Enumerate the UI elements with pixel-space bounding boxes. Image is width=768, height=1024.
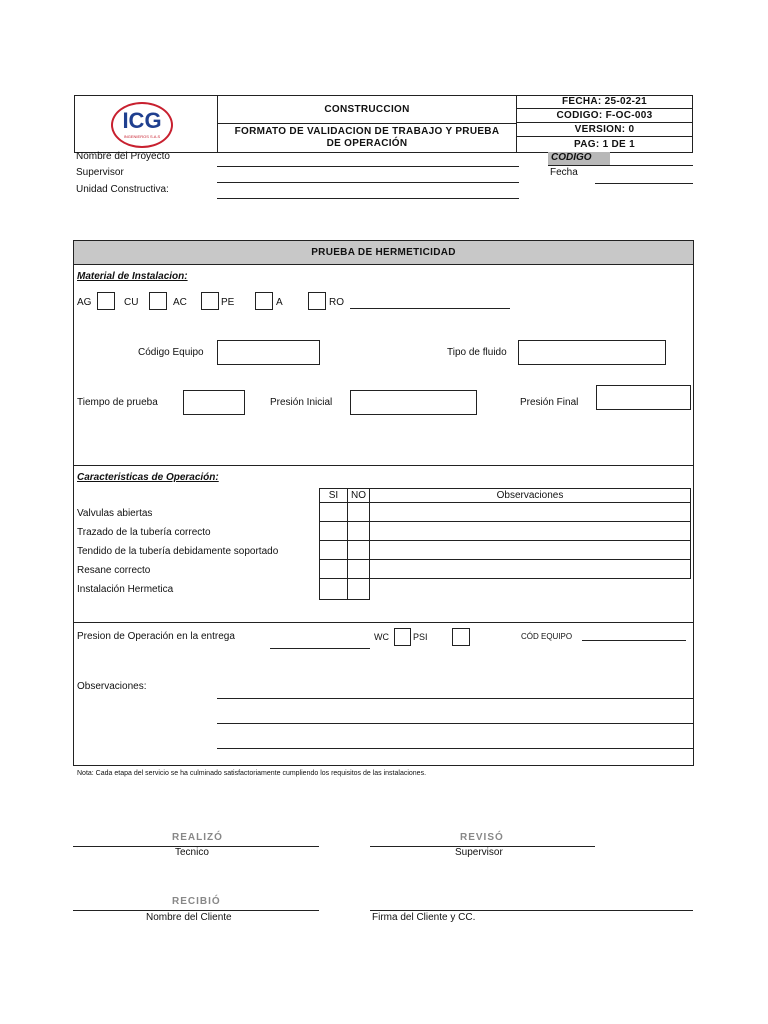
format-title: FORMATO DE VALIDACION DE TRABAJO Y PRUEBA DE OPERACIÓN	[234, 126, 500, 149]
logo-subtext: INGENIEROS S.A.S	[123, 134, 161, 139]
header-pag-cell	[516, 136, 693, 153]
material-ag-label: AG	[77, 297, 92, 308]
material-cu-label: CU	[124, 297, 139, 308]
material-title: Material de Instalacion:	[77, 271, 188, 282]
row2-si-cell[interactable]	[319, 521, 348, 541]
row5-no-cell[interactable]	[347, 578, 370, 600]
recibio-label: RECIBIÓ	[172, 896, 221, 907]
fecha-label: Fecha	[550, 167, 578, 178]
psi-label: PSI	[413, 632, 428, 642]
realizo-label: REALIZÓ	[172, 832, 223, 843]
col-no-label: NO	[351, 490, 366, 501]
row2-no-cell[interactable]	[347, 521, 370, 541]
observaciones-line-3[interactable]	[217, 748, 693, 749]
material-a-label: A	[276, 297, 283, 308]
prueba-section-header	[74, 241, 693, 265]
tecnico-label: Tecnico	[175, 847, 209, 858]
material-ro-line[interactable]	[350, 308, 510, 309]
nombre-cliente-line[interactable]	[73, 910, 319, 911]
section-divider-2	[73, 622, 694, 623]
codigo-label: CODIGO	[551, 152, 592, 163]
nota-text: Nota: Cada etapa del servicio se ha culminado satisfactoriamente cumpliendo los requisitos de las instalaciones.	[77, 770, 427, 777]
row1-obs-cell[interactable]	[369, 502, 691, 522]
item-trazado: Trazado de la tubería correcto	[77, 527, 211, 538]
presion-entrega-line[interactable]	[270, 648, 370, 649]
header-logo-cell	[74, 95, 218, 153]
col-si-header	[319, 488, 348, 503]
tiempo-prueba-label: Tiempo de prueba	[77, 397, 158, 408]
material-ac-checkbox[interactable]	[201, 292, 219, 310]
row3-obs-cell[interactable]	[369, 540, 691, 560]
row4-si-cell[interactable]	[319, 559, 348, 579]
material-pe-checkbox[interactable]	[255, 292, 273, 310]
material-ro-label: RO	[329, 297, 344, 308]
unidad-constructiva-line[interactable]	[217, 198, 519, 199]
observaciones-line-1[interactable]	[217, 698, 693, 699]
row2-obs-cell[interactable]	[369, 521, 691, 541]
reviso-label: REVISÓ	[460, 832, 504, 843]
col-si-label: SI	[328, 490, 339, 501]
codigo-equipo-input[interactable]	[217, 340, 320, 365]
header-pag: PAG: 1 DE 1	[574, 139, 635, 150]
observaciones-line-2[interactable]	[217, 723, 693, 724]
supervisor-sign-label: Supervisor	[455, 847, 503, 858]
header-title-cell	[217, 123, 517, 153]
row1-si-cell[interactable]	[319, 502, 348, 522]
codigo-equipo-label: Código Equipo	[138, 347, 204, 358]
row5-si-cell[interactable]	[319, 578, 348, 600]
presion-inicial-label: Presión Inicial	[270, 397, 333, 408]
supervisor-label: Supervisor	[76, 167, 124, 178]
presion-inicial-input[interactable]	[350, 390, 477, 415]
material-ac-label: AC	[173, 297, 187, 308]
header-fecha-cell	[516, 95, 693, 109]
material-pe-label: PE	[221, 297, 235, 308]
tipo-fluido-input[interactable]	[518, 340, 666, 365]
material-cu-checkbox[interactable]	[149, 292, 167, 310]
row4-no-cell[interactable]	[347, 559, 370, 579]
codigo-line[interactable]	[548, 165, 693, 166]
header-construccion: CONSTRUCCION	[324, 104, 410, 115]
material-a-checkbox[interactable]	[308, 292, 326, 310]
logo	[111, 102, 173, 148]
firma-cliente-label: Firma del Cliente y CC.	[372, 912, 476, 923]
operacion-title: Caracteristicas de Operación:	[77, 472, 219, 483]
cod-equipo-label: CÓD EQUIPO	[521, 632, 573, 641]
col-obs-label: Observaciones	[496, 490, 564, 501]
row3-si-cell[interactable]	[319, 540, 348, 560]
cod-equipo-line[interactable]	[582, 640, 686, 641]
header-codigo: CODIGO: F-OC-003	[556, 110, 653, 121]
item-tendido: Tendido de la tubería debidamente soportado	[77, 546, 279, 557]
row4-obs-cell[interactable]	[369, 559, 691, 579]
presion-final-input[interactable]	[596, 385, 691, 410]
col-obs-header	[369, 488, 691, 503]
row3-no-cell[interactable]	[347, 540, 370, 560]
psi-checkbox[interactable]	[452, 628, 470, 646]
presion-entrega-label: Presion de Operación en la entrega	[77, 631, 235, 642]
observaciones-label: Observaciones:	[77, 681, 147, 692]
item-valvulas: Valvulas abiertas	[77, 508, 153, 519]
item-instalacion: Instalación Hermetica	[77, 584, 174, 595]
row5-obs-area	[369, 578, 691, 600]
row1-no-cell[interactable]	[347, 502, 370, 522]
wc-checkbox[interactable]	[394, 628, 411, 646]
nombre-proyecto-label: Nombre del Proyecto	[76, 151, 170, 162]
header-codigo-cell	[516, 108, 693, 123]
nombre-proyecto-line[interactable]	[217, 166, 519, 167]
header-version-cell	[516, 122, 693, 137]
presion-final-label: Presión Final	[520, 397, 579, 408]
fecha-line[interactable]	[595, 183, 693, 184]
prueba-section-title: PRUEBA DE HERMETICIDAD	[311, 247, 456, 258]
section-divider-1	[73, 465, 694, 466]
col-no-header	[347, 488, 370, 503]
header-fecha: FECHA: 25-02-21	[561, 96, 648, 107]
tipo-fluido-label: Tipo de fluido	[447, 347, 507, 358]
supervisor-line[interactable]	[217, 182, 519, 183]
tiempo-prueba-input[interactable]	[183, 390, 245, 415]
firma-cliente-line[interactable]	[370, 910, 693, 911]
item-resane: Resane correcto	[77, 565, 151, 576]
header-construccion-cell	[217, 95, 517, 124]
nombre-cliente-label: Nombre del Cliente	[146, 912, 232, 923]
unidad-constructiva-label: Unidad Constructiva:	[76, 184, 169, 195]
header-version: VERSION: 0	[574, 124, 635, 135]
logo-text: ICG	[122, 108, 162, 133]
operacion-table	[319, 488, 691, 600]
material-ag-checkbox[interactable]	[97, 292, 115, 310]
wc-label: WC	[374, 632, 389, 642]
